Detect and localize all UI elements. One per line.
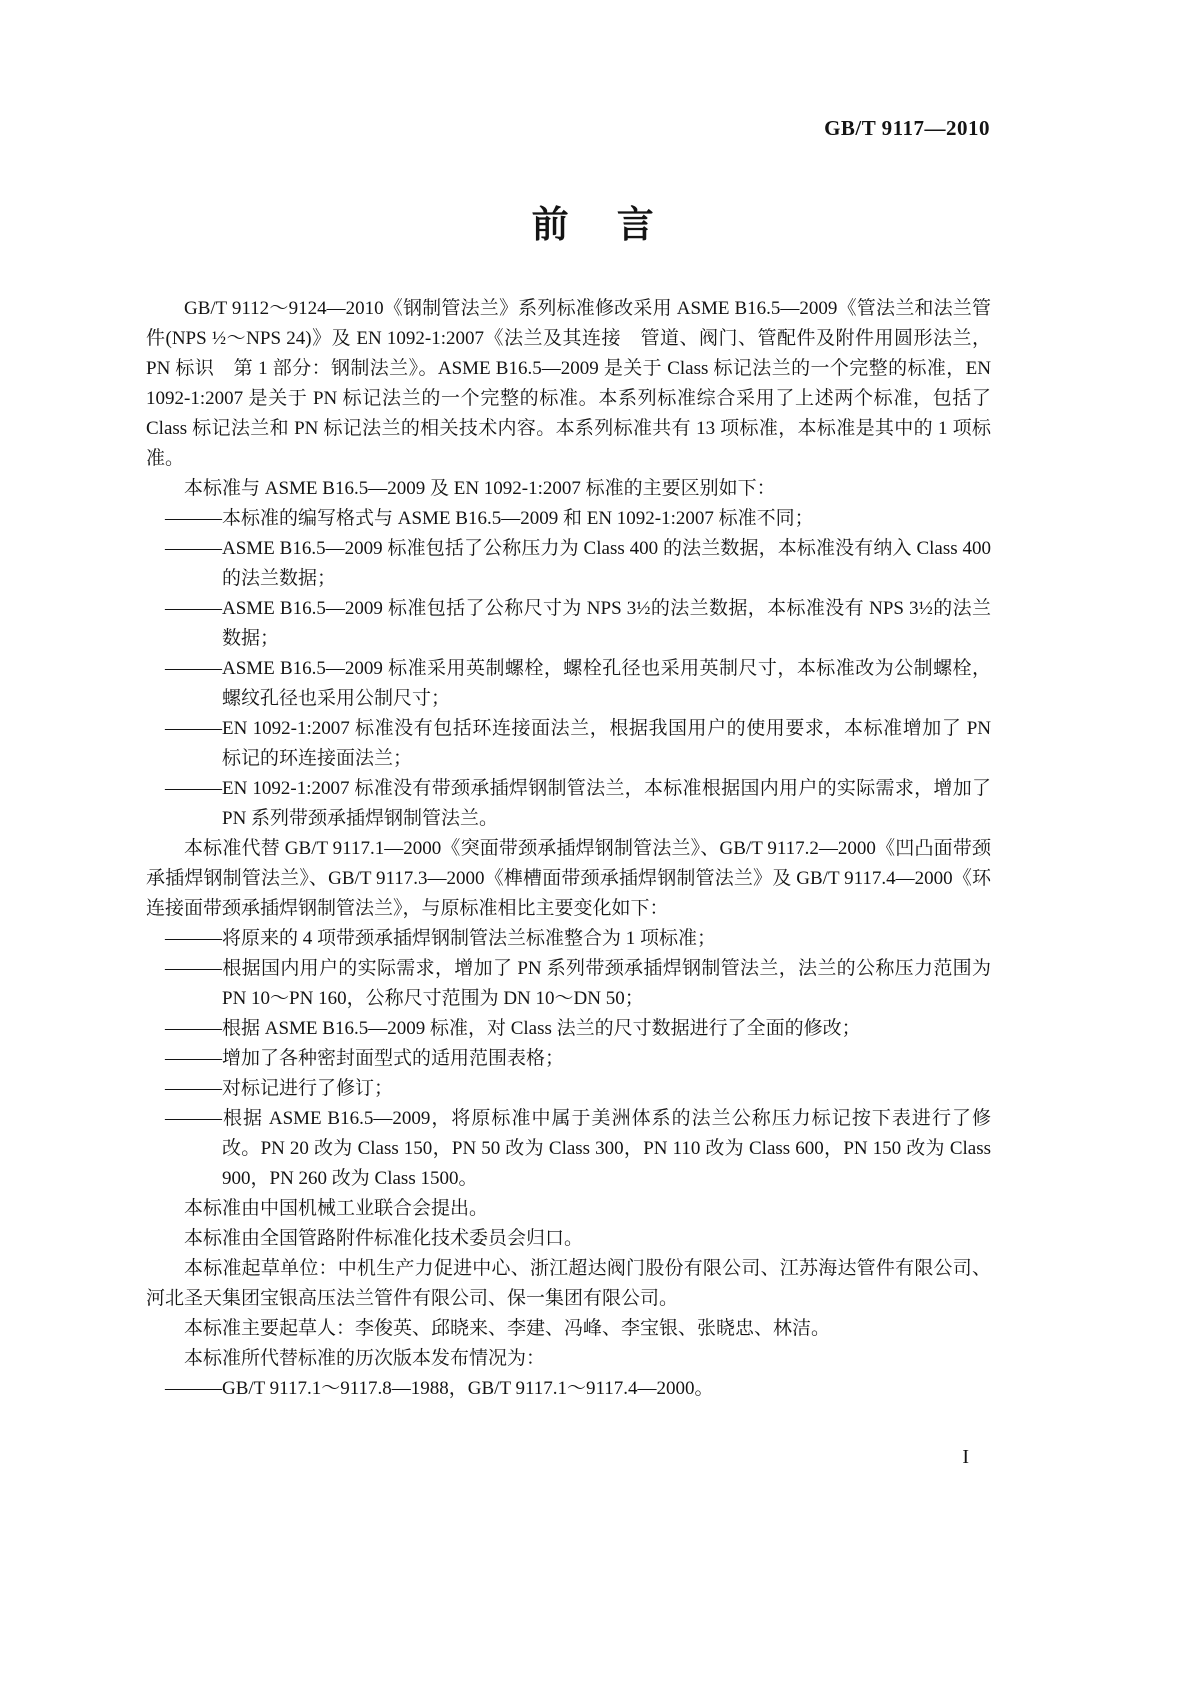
foreword-content (146, 294, 991, 1404)
paragraph-centralized-by: 本标准由全国管路附件标准化技术委员会归口。 (184, 1228, 584, 1249)
page-title: 前 言 (531, 205, 660, 246)
paragraph-drafters: 本标准主要起草人：李俊英、邱晓来、李建、冯峰、李宝银、张晓忠、林洁。 (184, 1318, 831, 1339)
dash-item: ———增加了各种密封面型式的适用范围表格； (165, 1048, 565, 1069)
dash-item: ———根据 ASME B16.5—2009，将原标准中属于美洲体系的法兰公称压力标记按下表进行了修改。PN 20 改为 Class 150，PN 50 改为 Class 300，PN 110 改为 Class 600，PN 150 改为 Class 900，PN 260 改为 Class 1500。 (165, 1108, 991, 1189)
dash-item: ———将原来的 4 项带颈承插焊钢制管法兰标准整合为 1 项标准； (165, 928, 717, 949)
dash-item: ———EN 1092-1:2007 标准没有包括环连接面法兰，根据我国用户的使用要求，本标准增加了 PN 标记的环连接面法兰； (165, 718, 991, 769)
dash-item: ———ASME B16.5—2009 标准包括了公称压力为 Class 400 的法兰数据，本标准没有纳入 Class 400 的法兰数据； (165, 538, 991, 589)
paragraph-history-intro: 本标准所代替标准的历次版本发布情况为： (184, 1348, 546, 1369)
dash-item: ———EN 1092-1:2007 标准没有带颈承插焊钢制管法兰，本标准根据国内用户的实际需求，增加了 PN 系列带颈承插焊钢制管法兰。 (165, 778, 991, 829)
dash-item: ———根据国内用户的实际需求，增加了 PN 系列带颈承插焊钢制管法兰，法兰的公称压力范围为 PN 10～PN 160，公称尺寸范围为 DN 10～DN 50； (165, 958, 991, 1009)
paragraph-proposed-by: 本标准由中国机械工业联合会提出。 (184, 1198, 489, 1219)
dash-item: ———ASME B16.5—2009 标准采用英制螺栓，螺栓孔径也采用英制尺寸，本标准改为公制螺栓，螺纹孔径也采用公制尺寸； (165, 658, 991, 709)
dash-item: ———ASME B16.5—2009 标准包括了公称尺寸为 NPS 3½的法兰数据，本标准没有 NPS 3½的法兰数据； (165, 598, 991, 649)
dash-item: ———本标准的编写格式与 ASME B16.5—2009 和 EN 1092-1:2007 标准不同； (165, 508, 814, 529)
paragraph-intro: GB/T 9112～9124—2010《钢制管法兰》系列标准修改采用 ASME B16.5—2009《管法兰和法兰管件(NPS ½～NPS 24)》及 EN 1092-1:2007《法兰及其连接 管道、阀门、管配件及附件用圆形法兰，PN 标识 第 1 部分：钢制法兰》。ASME B16.5—2009 是关于 Class 标记法兰的一个完整的标准，EN 1092-1:2007 是关于 PN 标记法兰的一个完整的标准。本系列标准综合采用了上述两个标准，包括了 Class 标记法兰和 PN 标记法兰的相关技术内容。本系列标准共有 13 项标准，本标准是其中的 1 项标准。 (146, 298, 991, 469)
dash-item: ———GB/T 9117.1～9117.8—1988，GB/T 9117.1～9117.4—2000。 (165, 1378, 714, 1399)
page-number: I (962, 1446, 969, 1468)
dash-item: ———根据 ASME B16.5—2009 标准，对 Class 法兰的尺寸数据进行了全面的修改； (165, 1018, 861, 1039)
doc-number: GB/T 9117—2010 (824, 116, 990, 140)
dash-item: ———对标记进行了修订； (165, 1078, 394, 1099)
paragraph-replaces: 本标准代替 GB/T 9117.1—2000《突面带颈承插焊钢制管法兰》、GB/T 9117.2—2000《凹凸面带颈承插焊钢制管法兰》、GB/T 9117.3—2000《榫槽面带颈承插焊钢制管法兰》及 GB/T 9117.4—2000《环连接面带颈承插焊钢制管法兰》，与原标准相比主要变化如下： (146, 838, 991, 919)
paragraph-drafting-orgs: 本标准起草单位：中机生产力促进中心、浙江超达阀门股份有限公司、江苏海达管件有限公司、河北圣天集团宝银高压法兰管件有限公司、保一集团有限公司。 (146, 1258, 991, 1309)
paragraph-differences: 本标准与 ASME B16.5—2009 及 EN 1092-1:2007 标准的主要区别如下： (184, 478, 776, 499)
